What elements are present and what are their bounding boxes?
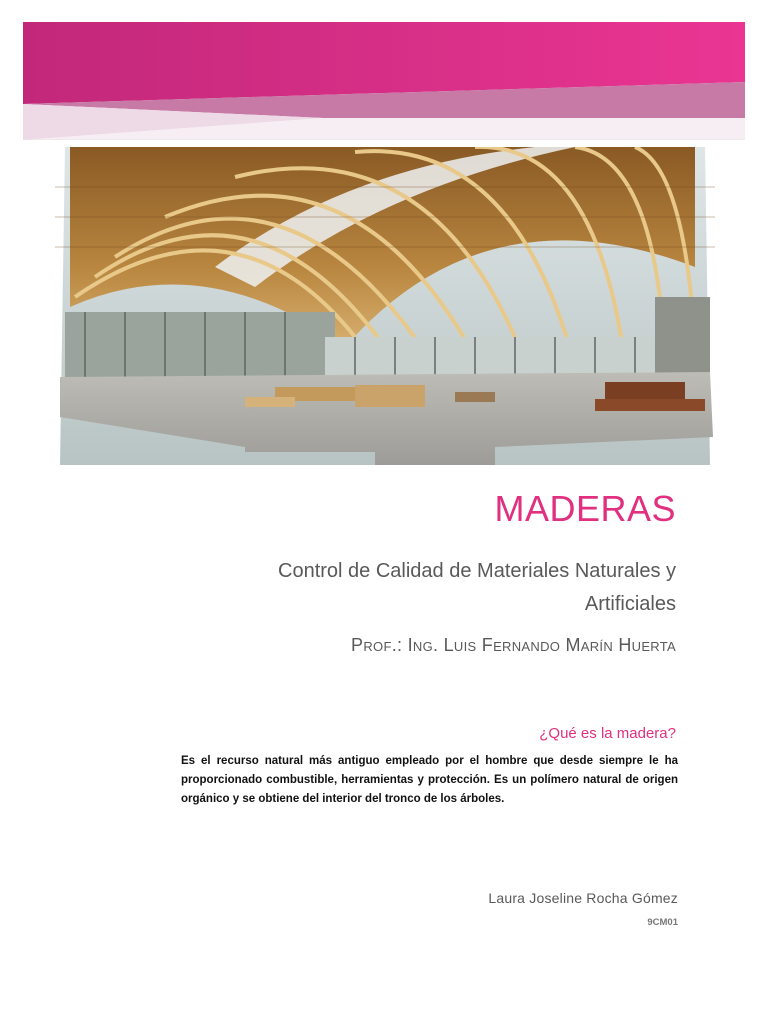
group-code: 9CM01 bbox=[647, 917, 678, 928]
document-title: MADERAS bbox=[494, 488, 676, 529]
cover-photo bbox=[55, 147, 715, 465]
header-banner bbox=[23, 22, 745, 140]
professor-name: Prof.: Ing. Luis Fernando Marín Huerta bbox=[351, 635, 676, 655]
author-name: Laura Joseline Rocha Gómez bbox=[488, 890, 678, 906]
abstract-heading: ¿Qué es la madera? bbox=[539, 725, 676, 742]
document-subtitle: Control de Calidad de Materiales Naturales y Artificiales bbox=[278, 560, 676, 615]
abstract-text: Es el recurso natural más antiguo empleado por el hombre que desde siempre le ha proporcionado combustible, herramientas y protección. Es un polímero natural de origen orgánico y se obtiene del interior del tronco de los árboles. bbox=[181, 755, 678, 805]
